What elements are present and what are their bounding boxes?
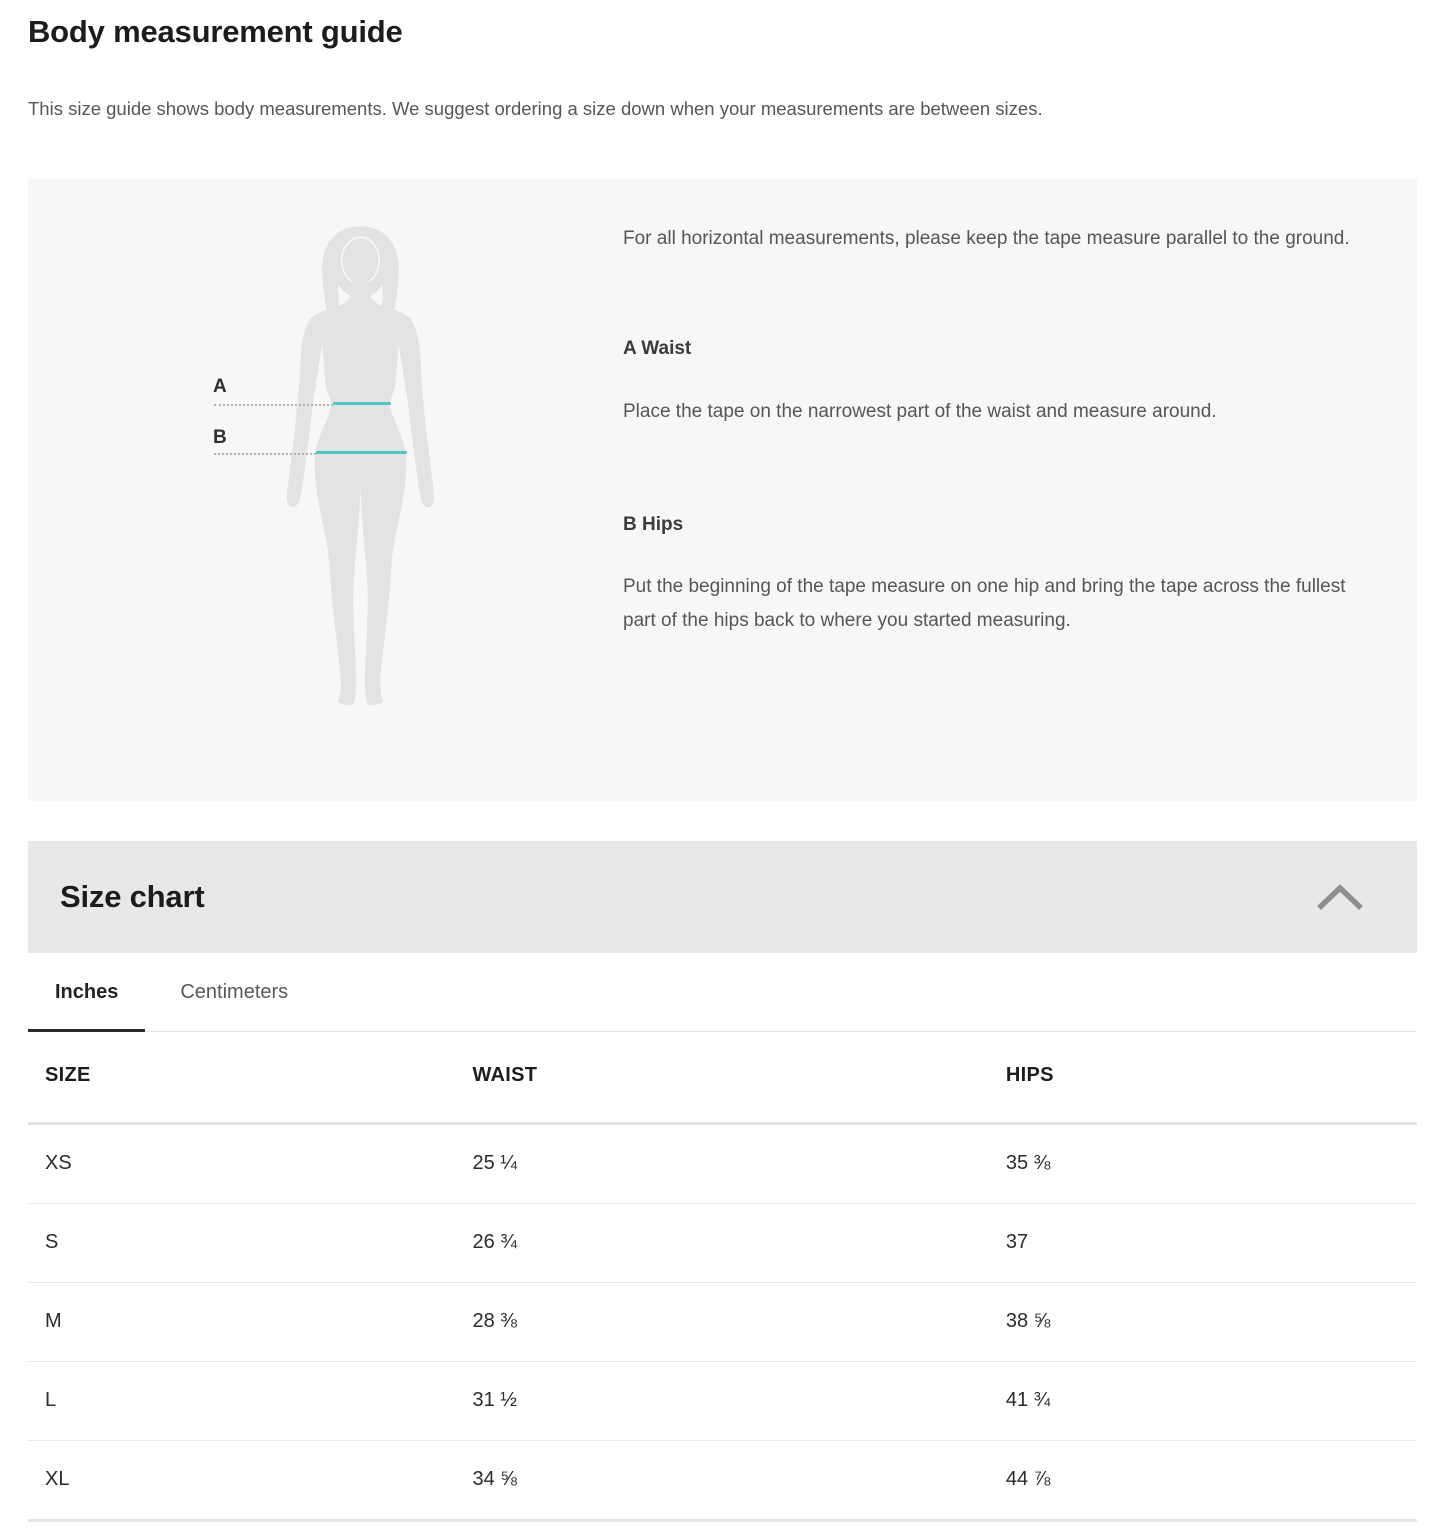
hips-section-label: B Hips [623,514,684,535]
size-cell: S [28,1204,472,1283]
waist-measure-line [333,402,391,405]
size-cell: XS [28,1124,472,1204]
size-table [28,1032,1417,1522]
hips-cell: 37 [1006,1204,1417,1283]
waist-cell: 25 ¼ [472,1124,1005,1204]
hips-cell: 35 ⅜ [1006,1124,1417,1204]
hips-cell: 41 ¾ [1006,1362,1417,1441]
measurement-guide-panel [28,178,1417,801]
table-row [28,1124,1417,1204]
waist-cell: 31 ½ [472,1362,1005,1441]
hips-cell: 38 ⅝ [1006,1283,1417,1362]
column-header-waist: WAIST [472,1032,1005,1124]
tab-centimeters[interactable]: Centimeters [180,981,289,1003]
waist-cell: 28 ⅜ [472,1283,1005,1362]
page-subtitle: This size guide shows body measurements. We suggest ordering a size down when your measurements are between sizes. [28,98,1043,119]
column-header-size: SIZE [28,1032,472,1124]
marker-b-label: B [213,427,227,448]
size-chart-header[interactable] [28,841,1417,953]
page-title: Body measurement guide [28,14,403,49]
silhouette-body [311,287,411,705]
collapse-button[interactable] [1309,877,1371,918]
body-figure [28,178,623,801]
column-header-hips: HIPS [1006,1032,1417,1124]
hips-section-text: Put the beginning of the tape measure on one hip and bring the tape across the fullest part of the hips back to where you started measuring. [623,576,1346,631]
size-chart-title: Size chart [60,879,205,914]
table-row [28,1441,1417,1521]
table-row [28,1362,1417,1441]
marker-b-leader-line [214,453,316,455]
size-cell: M [28,1283,472,1362]
waist-cell: 34 ⅝ [472,1441,1005,1521]
waist-section-text: Place the tape on the narrowest part of the waist and measure around. [623,401,1217,422]
chevron-up-icon [1315,883,1365,912]
hips-cell: 44 ⅞ [1006,1441,1417,1521]
table-row [28,1204,1417,1283]
table-header-row [28,1032,1417,1124]
waist-section-label: A Waist [623,338,692,359]
tab-inches[interactable]: Inches [28,953,145,1032]
size-cell: XL [28,1441,472,1521]
measurement-instructions [623,222,1365,638]
marker-a-leader-line [214,404,333,406]
hips-measure-line [316,451,407,454]
unit-tabs [28,953,1417,1032]
table-row [28,1283,1417,1362]
female-silhouette-illustration [243,220,478,720]
instructions-intro: For all horizontal measurements, please keep the tape measure parallel to the ground. [623,228,1350,249]
size-cell: L [28,1362,472,1441]
marker-a-label: A [213,376,227,397]
waist-cell: 26 ¾ [472,1204,1005,1283]
